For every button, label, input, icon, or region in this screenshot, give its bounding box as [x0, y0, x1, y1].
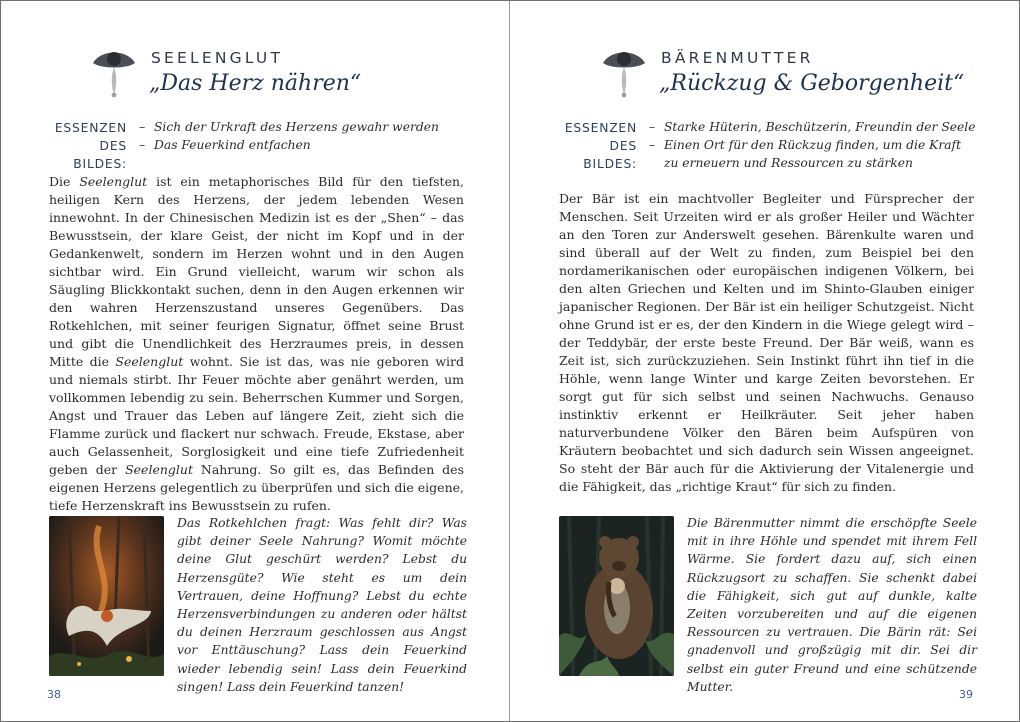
essences-list [139, 118, 469, 154]
page-number: 38 [47, 688, 61, 701]
essences-list [649, 118, 979, 172]
card-quote: Die Bärenmutter nimmt die erschöpfte Seele mit in ihre Höhle und spendet mit ihrem Fell Wärme. Sie fordert dazu auf, sich einen Rückzugsort zu schaffen. Sie schenkt dabei die Fähigkeit, sich gut auf dunkle, kalte Zeiten vorzubereiten und auf die eigenen Ressourcen zu vertrauen. Die Bärin rät: Sei gnadenvoll und großzügig mit dir. Sei dir selbst ein guter Freund und eine schützende Mutter. [687, 516, 977, 694]
essence-text: Sich der Urkraft des Herzens gewahr werden [154, 120, 439, 134]
eye-tear-icon [91, 45, 137, 101]
body-run: Die [49, 174, 80, 189]
essences-label-line2: DES BILDES: [583, 139, 637, 171]
page-gutter [509, 1, 510, 721]
card-kicker: SEELENGLUT [151, 49, 284, 67]
essences-label [553, 119, 637, 173]
essence-text: Das Feuerkind entfachen [154, 138, 311, 152]
body-text [559, 190, 974, 496]
left-page [1, 1, 509, 721]
body-run: wohnt. Sie ist das, was nie geboren wird und niemals stirbt. Ihr Feuer möchte aber genährt werden, um vollkommen lebendig zu sein. Beherrschen Kummer und Sorgen, Angst und Trauer das Leben auf längere Zeit, zieht sich die Flamme zurück und flackert nur schwach. Freude, Ekstase, aber auch Gelassenheit, Sorglosigkeit und eine tiefe Zufriedenheit geben der [49, 354, 464, 477]
body-text [49, 173, 464, 515]
essence-item: – Sich der Urkraft des Herzens gewahr werden [139, 120, 439, 134]
card-quote: Das Rotkehlchen fragt: Was fehlt dir? Was gibt deiner Seele Nahrung? Womit möchte deine Glut geschürt werden? Lebst du Herzensgüte? Wie steht es um dein Vertrauen, deine Hoffnung? Lebst du echte Herzensverbindungen zu anderen oder hältst du deinen Herzraum geschlossen aus Angst vor Enttäuschung? Lass dein Feuerkind wieder lebendig sein! Lass dein Feuerkind singen! Lass dein Feuerkind tanzen! [177, 516, 467, 694]
body-emphasis: Seelenglut [79, 174, 148, 189]
body-run: Nahrung. So gilt es, das Befinden des eigenen Herzens gelegentlich zu überprüfen und sich die eigene, tiefe Herzenskraft ins Bewusstsein zu rufen. [49, 462, 464, 513]
page-number: 39 [959, 688, 973, 701]
essences-label-line1: ESSENZEN [54, 121, 127, 135]
card-artwork-robin [49, 516, 164, 676]
essence-item: – Einen Ort für den Rückzug finden, um die Kraft zu erneuern und Ressourcen zu stärken [649, 138, 962, 170]
card-title: „Das Herz nähren“ [149, 71, 362, 96]
essence-item: – Das Feuerkind entfachen [139, 138, 311, 152]
body-emphasis: Seelenglut [125, 462, 193, 477]
essence-item: – Starke Hüterin, Beschützerin, Freundin der Seele [649, 120, 976, 134]
body-paragraph: Der Bär ist ein machtvoller Begleiter und Fürsprecher der Menschen. Seit Urzeiten wird er als großer Heiler und Wächter an den Toren zur Anderswelt gesehen. Bärenkulte waren und sind überall auf der Welt zu finden, zum Beispiel bei den nordamerikanischen oder europäischen indigenen Völkern, bei den alten Griechen und Kelten und im Shinto-Glauben einiger japanischer Regionen. Der Bär ist ein heiliger Schutzgeist. Nicht ohne Grund ist er es, der den Kindern in die Wiege gelegt wird – der Teddybär, der erste beste Freund. Der Bär weiß, wann es Zeit ist, sich zurückzuziehen. Sein Instinkt führt ihn tief in die Höhle, wenn lange Winter und karge Zeiten bevorstehen. Er sorgt gut für sich selbst und seinen Nachwuchs. Genauso instinktiv erkennt er Heilkräuter. Seit jeher haben naturverbundene Völker den Bären beim Aufspüren von Kräutern beobachtet und sich dadurch sein Wissen angeeignet. So steht der Bär auch für die Aktivierung der Vitalenergie und die Fähigkeit, das „richtige Kraut“ für sich zu finden. [559, 191, 974, 494]
essence-text: Einen Ort für den Rückzug finden, um die Kraft zu erneuern und Ressourcen zu stärken [664, 138, 962, 170]
body-paragraph [49, 173, 464, 515]
eye-tear-icon [601, 45, 647, 101]
body-emphasis: Seelenglut [115, 354, 184, 369]
essence-text: Starke Hüterin, Beschützerin, Freundin der Seele [664, 120, 976, 134]
essences-label-line1: ESSENZEN [564, 121, 637, 135]
card-kicker: BÄRENMUTTER [661, 49, 814, 67]
essences-label-line2: DES BILDES: [73, 139, 127, 171]
right-page [511, 1, 1019, 721]
body-run: ist ein metaphorisches Bild für den tiefsten, heiligen Kern des Herzens, der jedem lebenden Wesen innewohnt. In der Chinesischen Medizin ist es der „Shen“ – das Bewusstsein, der klare Geist, der nicht im Kopf und in der Gedankenwelt, sondern im Herzen wohnt und in den Augen sichtbar wird. Ein Grund vielleicht, warum wir schon als Säugling Blickkontakt suchen, denn in den Augen erkennen wir den wahren Herzenszustand unseres Gegenübers. Das Rotkehlchen, mit seiner feurigen Signatur, öffnet seine Brust und gibt die Unendlichkeit des Herzraumes preis, in dessen Mitte die [49, 174, 465, 369]
card-title: „Rückzug & Geborgenheit“ [659, 71, 965, 96]
essences-label [43, 119, 127, 173]
card-artwork-bear [559, 516, 674, 676]
